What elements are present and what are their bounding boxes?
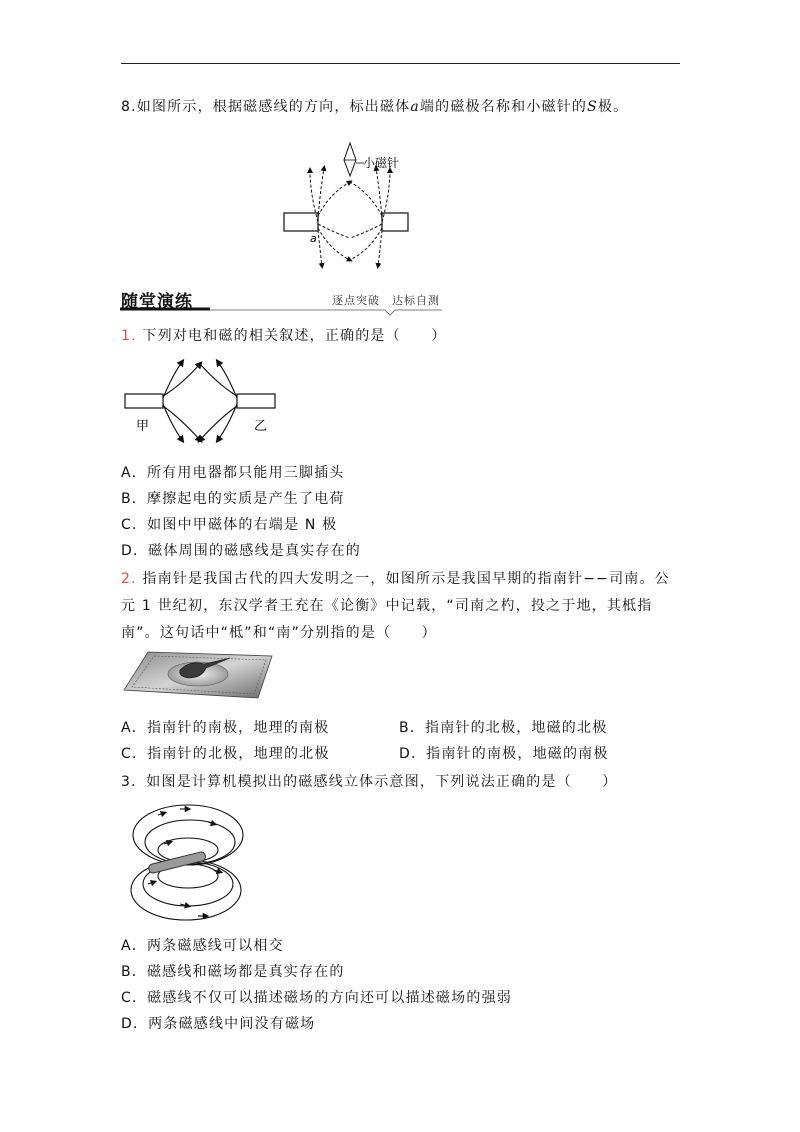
q2-option-a: A．指南针的南极，地理的南极 [121,720,330,736]
q2-stem-line-3: 南”。这句话中“柢”和“南”分别指的是（ ） [121,625,437,641]
q3-bar-magnet [148,851,206,874]
q8-figure [280,138,420,273]
q2-option-d: D．指南针的南极，地磁的南极 [399,746,609,762]
q8-field-lines [310,168,390,266]
header-rule [121,63,680,64]
q3-option-c: C．磁感线不仅可以描述磁场的方向还可以描述磁场的强弱 [121,990,512,1006]
q1-option-a: A．所有用电器都只能用三脚插头 [121,465,345,481]
q1-magnet-right [237,394,275,408]
q1-number: 1. [121,328,137,344]
q1-option-d: D．磁体周围的磁感线是真实存在的 [121,543,361,559]
q2-option-c: C．指南针的北极，地理的北极 [121,746,330,762]
q1-label-left: 甲 [136,419,150,434]
q8-needle-label: 小磁针 [363,156,400,170]
q3-stem: 3．如图是计算机模拟出的磁感线立体示意图，下列说法正确的是（ ） [121,774,618,790]
q8-left-magnet [284,213,318,231]
q8-right-magnet [382,213,408,231]
q1-field-lines [163,362,237,440]
q1-label-right: 乙 [254,419,268,434]
q8-needle [344,143,356,176]
q8-a-label: a [310,232,317,245]
q2-stem-line-2: 元 1 世纪初，东汉学者王充在《论衡》中记载，“司南之杓，投之于地，其柢指 [121,598,653,614]
section-subtitle: 逐点突破 达标自测 [332,294,440,307]
q3-figure [118,800,248,928]
q1-figure [120,356,280,446]
q1-magnet-left [125,394,163,408]
q1-stem: 1. 下列对电和磁的相关叙述，正确的是（ ） [121,328,447,344]
q2-option-b: B．指南针的北极，地磁的北极 [399,720,608,736]
q3-option-d: D．两条磁感线中间没有磁场 [121,1016,316,1032]
q3-option-a: A．两条磁感线可以相交 [121,938,284,954]
q8-stem: 8.如图所示，根据磁感线的方向，标出磁体a端的磁极名称和小磁针的S极。 [121,99,629,115]
q2-sinan-image [120,646,280,704]
q8-number: 8. [121,99,137,115]
q8-italic-a: a [410,99,420,115]
q1-option-c: C．如图中甲磁体的右端是 N 极 [121,517,338,533]
q2-stem-line-1: 2. 指南针是我国古代的四大发明之一，如图所示是我国早期的指南针−−司南。公 [121,571,670,587]
q8-italic-s: S [587,99,598,115]
q3-option-b: B．磁感线和磁场都是真实存在的 [121,964,345,980]
q1-option-b: B．摩擦起电的实质是产生了电荷 [121,491,345,507]
section-title: 随堂演练 [121,292,193,312]
q2-number: 2. [121,571,137,587]
